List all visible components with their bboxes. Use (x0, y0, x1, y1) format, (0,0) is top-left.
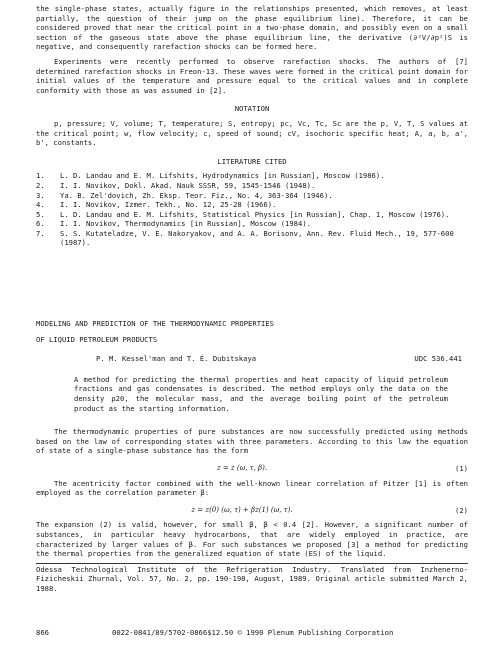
byline (36, 354, 468, 364)
literature-heading: LITERATURE CITED (217, 156, 287, 166)
article-title-line-1: MODELING AND PREDICTION OF THE THERMODYNAMIC PROPERTIES (36, 319, 274, 329)
body-paragraph-2: The acentricity factor combined with the well-known linear correlation of Pitzer [1] is often employed as the correlation parameter β: (36, 478, 468, 498)
body-paragraph-1: The thermodynamic properties of pure substances are now successfully predicted using methods based on the law of corresponding states with three parameters. According to this law the equation of state of a single-phase substance has the form (36, 427, 468, 456)
reference-item: 5. L. D. Landau and E. M. Lifshits, Statistical Physics [in Russian], Chap. 1, Moscow (1976). (36, 209, 450, 219)
continuation-paragraph-2: Experiments were recently performed to observe rarefaction shocks. The authors of [7] determined rarefaction shocks in Freon-13. These waves were formed in the critical point domain for initial values of the temperature and pressure equal to the critical values and in complete conformity with those as was assumed in [2]. (36, 56, 468, 95)
equation-1 (36, 464, 468, 474)
reference-item: 1. L. D. Landau and E. M. Lifshits, Hydrodynamics [in Russian], Moscow (1986). (36, 171, 385, 181)
reference-item: 2. I. I. Novikov, Dokl. Akad. Nauk SSSR, 59, 1545-1546 (1948). (36, 180, 316, 190)
body-paragraph-3: The expansion (2) is valid, however, for small β, β < 0.4 [2]. However, a significant number of substances, in particular heavy hydrocarbons, that are widely employed in practice, are characterized by larger values of β. For such substances we proposed [3] a method for predicting the thermal properties from the generalized equation of state (ES) of the liquid. (36, 520, 468, 559)
equation-1-formula: z = z (ω, τ, β). (216, 464, 268, 472)
equation-2-number: (2) (455, 505, 468, 515)
footnote-divider (36, 563, 468, 564)
footnote: Odessa Technological Institute of the Refrigeration Industry. Translated from Inzhenerno-Fizicheskii Zhurnal, Vol. 57, No. 2, pp. 190-198, August, 1989. Original article submitted March 2, 1988. (36, 564, 468, 593)
article-title-line-2: OF LIQUID PETROLEUM PRODUCTS (36, 334, 158, 344)
notation-text: p, pressure; V, volume; T, temperature; S, entropy; pc, Vc, Tc, Sc are the p, V, T, S values at the critical point; w, flow velocity; c, speed of sound; cV, isochoric specific heat; A, a, b, a', b', constants. (36, 118, 468, 148)
reference-item: 4. I. I. Novikov, Izmer. Tekh., No. 12, 25-28 (1966). (36, 200, 277, 210)
notation-heading: NOTATION (234, 104, 270, 114)
reference-item: 7. S. S. Kutateladze, V. E. Nakoryakov, and A. A. Borisonv, Ann. Rev. Fluid Mech., 19, 577-600 (1987). (36, 228, 454, 248)
reference-item: 6. I. I. Novikov, Thermodynamics [in Russian], Moscow (1984). (36, 219, 311, 229)
page-footer (36, 628, 468, 638)
page-number: 866 (36, 628, 49, 637)
page (36, 4, 468, 594)
abstract: A method for predicting the thermal properties and heat capacity of liquid petroleum fractions and gas condensates is described. The method employs only the data on the density ρ20, the molecular mass, and the average boiling point of the petroleum product as the starting information. (74, 374, 448, 413)
publisher-code: 0022-0841/89/5702-0866$12.50 © 1990 Plenum Publishing Corporation (112, 628, 394, 637)
equation-2-formula: z = z(0) (ω, τ) + βz(1) (ω, τ). (191, 505, 293, 514)
udc-code: UDC 536.441 (414, 354, 462, 364)
article-authors: P. M. Kessel'man and T. É. Dubitskaya (96, 354, 257, 364)
reference-item: 3. Ya. B. Zel'dovich, Zh. Eksp. Teor. Fiz., No. 4, 363-364 (1946). (36, 190, 333, 200)
equation-1-number: (1) (455, 464, 468, 473)
continuation-paragraph-1: the single-phase states, actually figure in the relationships presented, which removes, at least partially, the question of their jump on the phase equilibrium line). Therefore, it can be considered proved that near the critical point in a two-phase domain, and possibly even on a small section of the gaseous state above the phase equilibrium line, the derivative (∂²V/∂p²)S is negative, and consequently rarefaction shocks can be formed here. (36, 4, 468, 52)
reference-list (36, 171, 468, 248)
equation-2 (36, 506, 468, 516)
